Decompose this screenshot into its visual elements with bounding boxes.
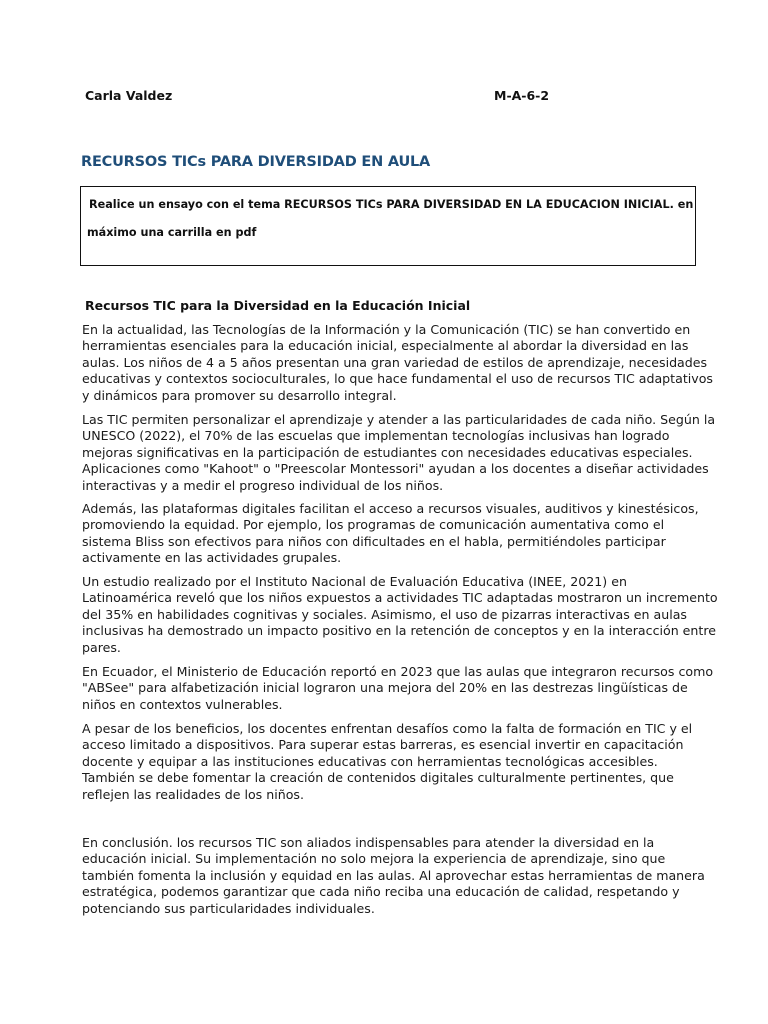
essay-paragraph: [82, 664, 712, 713]
paragraph-line: educación inicial. Su implementación no solo mejora la experiencia de aprendizaje, sino que: [82, 851, 666, 867]
assignment-prompt-line-2: máximo una carrilla en pdf: [87, 226, 257, 239]
paragraph-line: aulas. Los niños de 4 a 5 años presentan una gran variedad de estilos de aprendizaje, necesidades: [82, 354, 708, 370]
paragraph-line: En la actualidad, las Tecnologías de la Información y la Comunicación (TIC) se han convertido en: [82, 322, 691, 337]
paragraph-line: sistema Bliss son efectivos para niños con dificultades en el habla, permitiéndoles participar: [82, 533, 666, 549]
essay-paragraph: [82, 322, 712, 404]
essay-paragraph: [82, 721, 712, 803]
paragraph-line: UNESCO (2022), el 70% de las escuelas que implementan tecnologías inclusivas han logrado: [82, 428, 670, 444]
paragraph-line: Aplicaciones como "Kahoot" o "Preescolar Montessori" ayudan a los docentes a diseñar actividades: [82, 461, 709, 477]
paragraph-line: Las TIC permiten personalizar el aprendizaje y atender a las particularidades de cada niño. Según la: [82, 412, 716, 427]
paragraph-line: estratégica, podemos garantizar que cada niño reciba una educación de calidad, respetando y: [82, 884, 680, 900]
paragraph-line: potenciando sus particularidades individuales.: [82, 900, 375, 916]
paragraph-line: educativas y contextos socioculturales, lo que hace fundamental el uso de recursos TIC adaptativos: [82, 371, 713, 387]
paragraph-line: Latinoamérica reveló que los niños expuestos a actividades TIC adaptadas mostraron un incremento: [82, 590, 718, 606]
essay-paragraph: [82, 574, 718, 656]
paragraph-line: docente y equipar a las instituciones educativas con herramientas tecnológicas accesibles.: [82, 753, 658, 769]
essay-conclusion: [82, 835, 712, 917]
paragraph-line: herramientas esenciales para la educación inicial, especialmente al abordar la diversidad en las: [82, 338, 689, 354]
paragraph-line: También se debe fomentar la creación de contenidos digitales culturalmente pertinentes, que: [82, 770, 674, 786]
paragraph-line: En Ecuador, el Ministerio de Educación reportó en 2023 que las aulas que integraron recursos como: [82, 664, 714, 679]
document-title: RECURSOS TICs PARA DIVERSIDAD EN AULA: [81, 154, 431, 170]
paragraph-line: reflejen las realidades de los niños.: [82, 786, 304, 802]
paragraph-line: y dinámicos para promover su desarrollo integral.: [82, 387, 397, 403]
assignment-prompt-line-1: Realice un ensayo con el tema RECURSOS TICs PARA DIVERSIDAD EN LA EDUCACION INICIAL. en: [89, 198, 694, 211]
essay-heading: Recursos TIC para la Diversidad en la Educación Inicial: [85, 298, 471, 313]
course-code: M-A-6-2: [494, 88, 550, 103]
paragraph-line: pares.: [82, 639, 121, 655]
paragraph-line: En conclusión. los recursos TIC son aliados indispensables para atender la diversidad en la: [82, 835, 655, 850]
paragraph-line: Además, las plataformas digitales facilitan el acceso a recursos visuales, auditivos y kinestésicos,: [82, 501, 699, 516]
paragraph-line: Un estudio realizado por el Instituto Nacional de Evaluación Educativa (INEE, 2021) en: [82, 574, 627, 589]
paragraph-line: activamente en las actividades grupales.: [82, 550, 342, 566]
paragraph-line: mejoras significativas en la participación de estudiantes con necesidades educativas especiales.: [82, 444, 693, 460]
paragraph-line: acceso limitado a dispositivos. Para superar estas barreras, es esencial invertir en capacitación: [82, 737, 684, 753]
paragraph-line: "ABSee" para alfabetización inicial lograron una mejora del 20% en las destrezas lingüísticas de: [82, 680, 688, 696]
paragraph-line: niños en contextos vulnerables.: [82, 696, 283, 712]
paragraph-line: inclusivas ha demostrado un impacto positivo en la retención de conceptos y en la interacción entre: [82, 623, 717, 639]
essay-paragraph: [82, 501, 712, 567]
paragraph-line: interactivas y a medir el progreso individual de los niños.: [82, 477, 444, 493]
essay-paragraph: [82, 412, 716, 494]
assignment-prompt-box: [80, 186, 696, 266]
paragraph-line: A pesar de los beneficios, los docentes enfrentan desafíos como la falta de formación en TIC y el: [82, 721, 693, 736]
paragraph-line: del 35% en habilidades cognitivas y sociales. Asimismo, el uso de pizarras interactivas en aulas: [82, 606, 687, 622]
paragraph-line: también fomenta la inclusión y equidad en las aulas. Al aprovechar estas herramientas de manera: [82, 867, 705, 883]
author-name: Carla Valdez: [85, 88, 173, 103]
paragraph-line: promoviendo la equidad. Por ejemplo, los programas de comunicación aumentativa como el: [82, 517, 665, 533]
